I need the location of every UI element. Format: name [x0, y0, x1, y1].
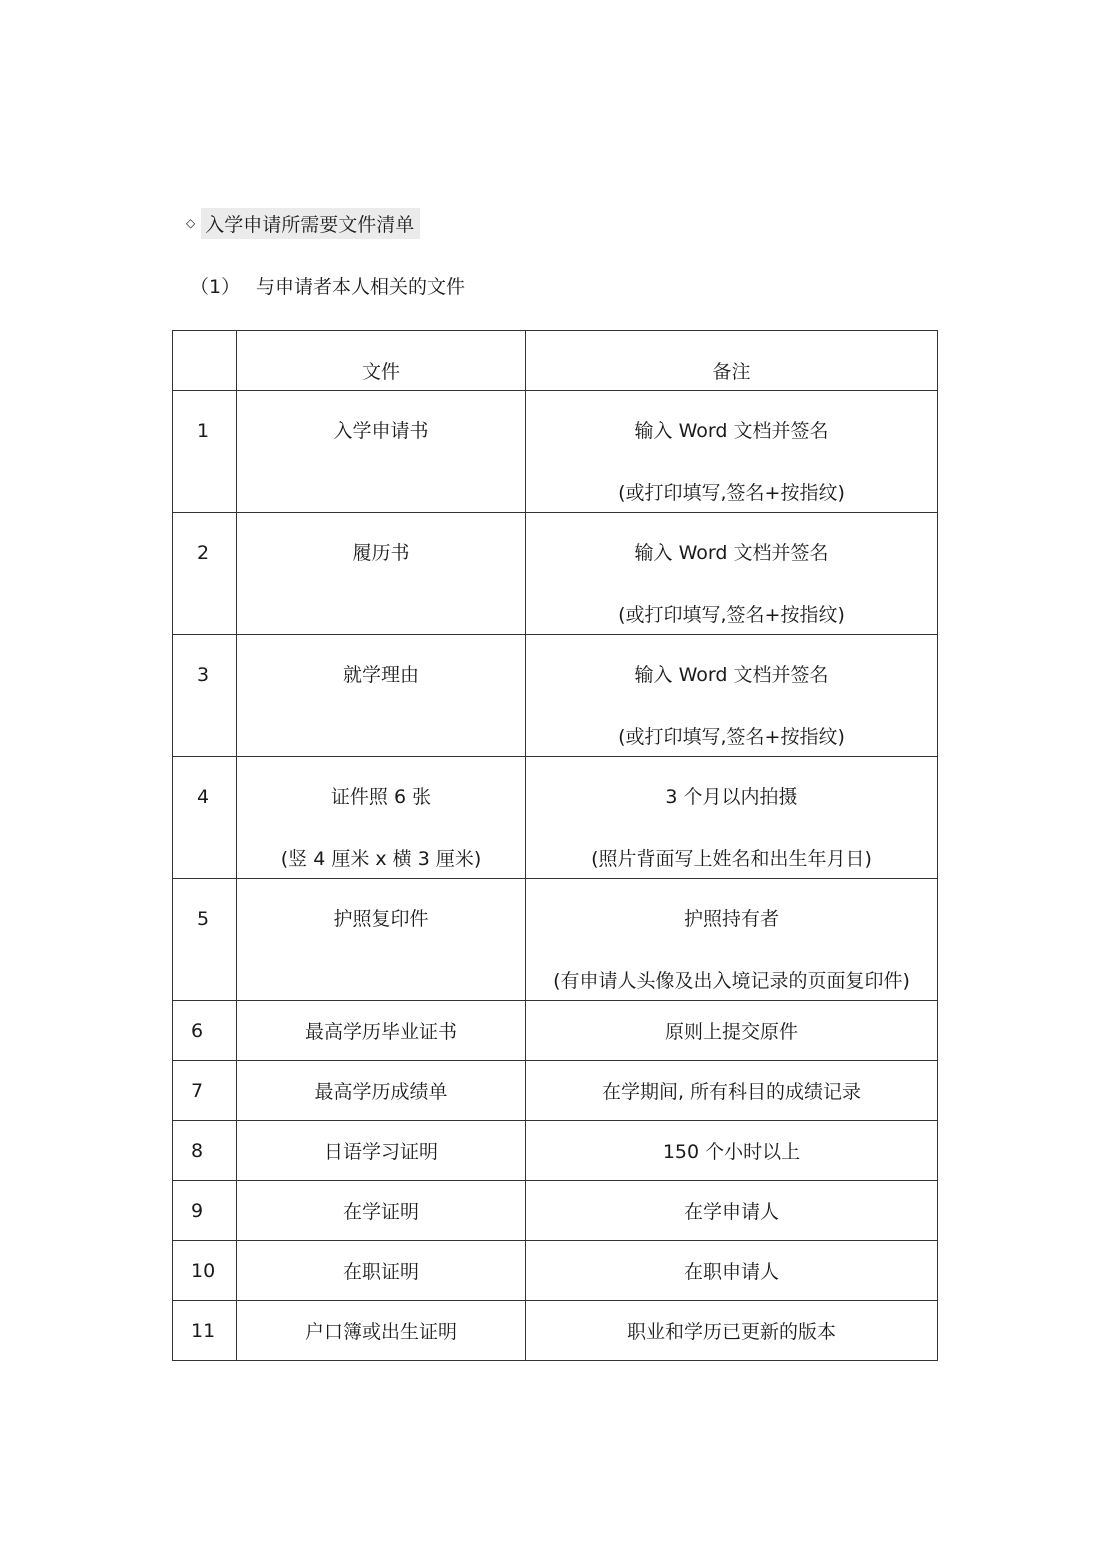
file-cell: 最高学历毕业证书	[237, 1001, 526, 1061]
header-number-cell	[173, 331, 237, 391]
diamond-bullet-icon: ◇	[186, 216, 196, 230]
table-header-row	[173, 331, 938, 391]
section-heading	[186, 207, 420, 239]
table-row	[173, 757, 938, 879]
table-row	[173, 879, 938, 1001]
note-cell: 在学申请人	[526, 1181, 938, 1241]
file-cell: 最高学历成绩单	[237, 1061, 526, 1121]
note-cell: 职业和学历已更新的版本	[526, 1301, 938, 1361]
row-number-cell: 4	[173, 757, 237, 879]
row-number-cell: 3	[173, 635, 237, 757]
subsection-title: 与申请者本人相关的文件	[256, 275, 466, 298]
file-cell: 就学理由	[237, 635, 526, 757]
note-cell: 原则上提交原件	[526, 1001, 938, 1061]
note-cell: 输入 Word 文档并签名 (或打印填写,签名+按指纹)	[526, 513, 938, 635]
section-title: 入学申请所需要文件清单	[201, 208, 420, 239]
row-number-cell: 2	[173, 513, 237, 635]
table-row	[173, 1301, 938, 1361]
file-cell: 日语学习证明	[237, 1121, 526, 1181]
table-row	[173, 1121, 938, 1181]
file-cell: 护照复印件	[237, 879, 526, 1001]
row-number-cell: 10	[173, 1241, 237, 1301]
file-cell: 履历书	[237, 513, 526, 635]
table-row	[173, 1241, 938, 1301]
note-cell: 150 个小时以上	[526, 1121, 938, 1181]
note-cell: 在学期间, 所有科目的成绩记录	[526, 1061, 938, 1121]
subsection-number: （1）	[190, 275, 241, 298]
note-cell: 输入 Word 文档并签名 (或打印填写,签名+按指纹)	[526, 635, 938, 757]
table-row	[173, 513, 938, 635]
note-cell: 输入 Word 文档并签名 (或打印填写,签名+按指纹)	[526, 391, 938, 513]
note-cell: 3 个月以内拍摄 (照片背面写上姓名和出生年月日)	[526, 757, 938, 879]
row-number-cell: 9	[173, 1181, 237, 1241]
file-cell: 证件照 6 张 (竖 4 厘米 x 横 3 厘米)	[237, 757, 526, 879]
row-number-cell: 7	[173, 1061, 237, 1121]
table-row	[173, 391, 938, 513]
row-number-cell: 6	[173, 1001, 237, 1061]
header-note-cell: 备注	[526, 331, 938, 391]
header-file-cell: 文件	[237, 331, 526, 391]
table-row	[173, 635, 938, 757]
table-row	[173, 1181, 938, 1241]
subsection-heading	[190, 270, 465, 300]
row-number-cell: 8	[173, 1121, 237, 1181]
table-row	[173, 1061, 938, 1121]
file-cell: 在职证明	[237, 1241, 526, 1301]
file-cell: 入学申请书	[237, 391, 526, 513]
document-list-table	[172, 330, 938, 1361]
file-cell: 户口簿或出生证明	[237, 1301, 526, 1361]
note-cell: 在职申请人	[526, 1241, 938, 1301]
table-row	[173, 1001, 938, 1061]
row-number-cell: 11	[173, 1301, 237, 1361]
row-number-cell: 5	[173, 879, 237, 1001]
note-cell: 护照持有者 (有申请人头像及出入境记录的页面复印件)	[526, 879, 938, 1001]
row-number-cell: 1	[173, 391, 237, 513]
file-cell: 在学证明	[237, 1181, 526, 1241]
